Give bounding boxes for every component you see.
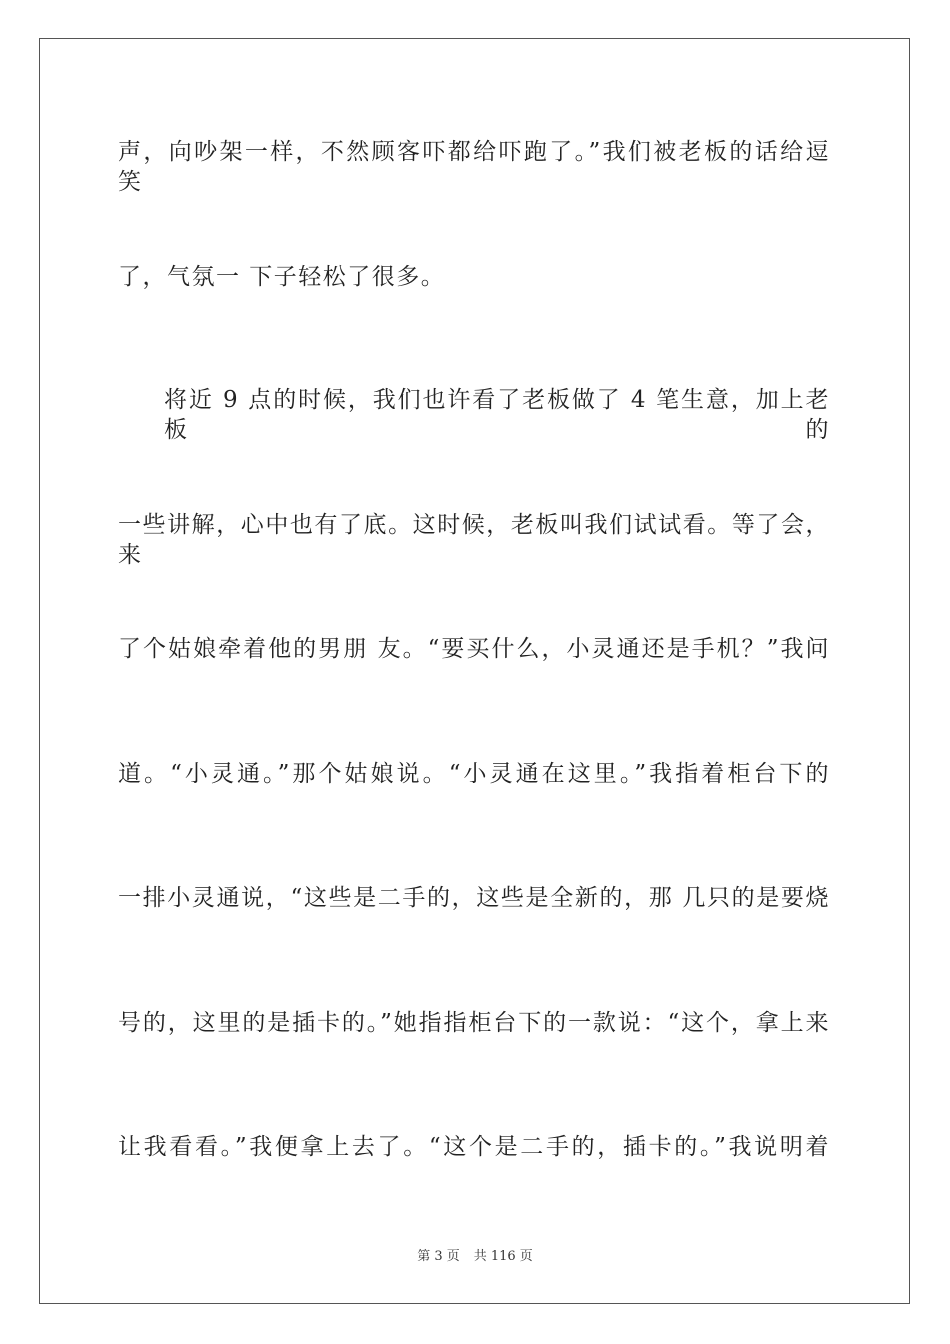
- text-line-3: 将近 9 点的时候，我们也许看了老板做了 4 笔生意，加上老板的: [164, 387, 830, 443]
- text-line-4: 一些讲解，心中也有了底。这时候，老板叫我们试试看。等了会，来: [118, 512, 830, 568]
- text-line-7: 一排小灵通说，“这些是二手的，这些是全新的，那 几只的是要烧: [118, 885, 830, 911]
- page-border: [39, 38, 910, 1304]
- text-line-9: 让我看看。”我便拿上去了。“这个是二手的，插卡的。”我说明着: [118, 1134, 830, 1160]
- page-total: 共 116 页: [473, 1249, 533, 1264]
- text-line-1: 声，向吵架一样，不然顾客吓都给吓跑了。”我们被老板的话给逗笑: [118, 139, 830, 195]
- text-line-5: 了个姑娘牵着他的男朋 友。“要买什么，小灵通还是手机？”我问: [118, 636, 830, 662]
- page-footer: [0, 1248, 950, 1266]
- text-line-6: 道。“小灵通。”那个姑娘说。“小灵通在这里。”我指着柜台下的: [118, 761, 830, 787]
- text-line-2: 了，气氛一 下子轻松了很多。: [118, 264, 446, 290]
- text-line-8: 号的，这里的是插卡的。”她指指柜台下的一款说：“这个，拿上来: [118, 1010, 830, 1036]
- page-number: 第 3 页: [417, 1249, 460, 1264]
